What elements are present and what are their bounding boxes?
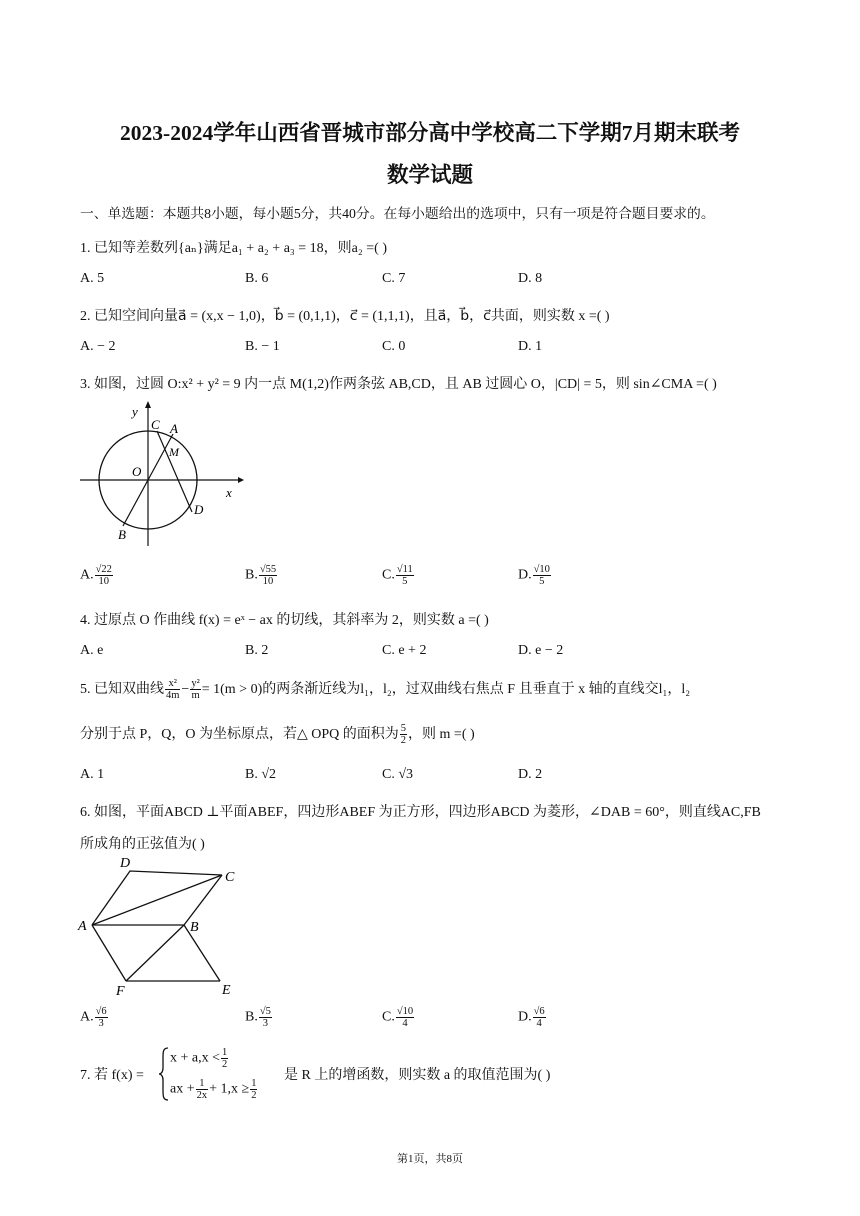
q3-option-b: B. $\frac{√55}{10}$ xyxy=(245,564,277,587)
q1-option-a: A. 5 xyxy=(80,271,105,286)
q4-option-d: D. e − 2 xyxy=(518,643,564,658)
question-1-text: 1. 已知等差数列{aₙ}满足a₁ + a₂ + a₃ = 18，则a₂ =( ) xyxy=(80,241,387,256)
question-4-text: 4. 过原点 O 作曲线 f(x) = eˣ − ax 的切线，其斜率为 2，则实数 a =( ) xyxy=(80,613,489,628)
piecewise-brace xyxy=(158,1046,170,1102)
q6-option-b: B. $\frac{√5}{3}$ xyxy=(245,1006,271,1029)
q2-option-a: A. − 2 xyxy=(80,339,116,354)
question-7-tail: 是 R 上的增函数，则实数 a 的取值范围为( ) xyxy=(284,1068,551,1083)
fig6-label-c: C xyxy=(225,870,235,885)
question-6-line-2: 所成角的正弦值为( ) xyxy=(80,837,205,852)
q3-option-a: A. $\frac{√22}{10}$ xyxy=(80,564,112,587)
fig3-label-m: M xyxy=(169,445,179,459)
fig3-label-c: C xyxy=(151,417,160,432)
page-title: 2023-2024学年山西省晋城市部分高中学校高二下学期7月期末联考 xyxy=(120,121,740,145)
q4-option-c: C. e + 2 xyxy=(382,643,427,658)
rhombus-square-figure xyxy=(76,853,248,999)
page-footer: 第1页，共8页 xyxy=(397,1153,463,1165)
page-subtitle: 数学试题 xyxy=(386,163,473,187)
question-3-text: 3. 如图，过圆 O:x² + y² = 9 内一点 M(1,2)作两条弦 AB,CD，且 AB 过圆心 O，|CD| = 5，则 sin∠CMA =( ) xyxy=(80,377,717,392)
q3-option-c: C. $\frac{√11}{5}$ xyxy=(382,564,413,587)
q2-option-c: C. 0 xyxy=(382,339,406,354)
fig6-label-e: E xyxy=(222,983,231,998)
q7-case-2: ax + $\frac{1}{2x}$ + 1,x ≥ $\frac{1}{2}$ xyxy=(170,1078,257,1101)
q1-option-b: B. 6 xyxy=(245,271,269,286)
question-5-line-1: 5. 已知双曲线 $\frac{\text{x²}}{4m}$ − $\frac{\text{y²}}{m}$ = 1(m > 0)的两条渐近线为l₁，l₂，过双曲线右焦点 F 且垂直于 x 轴的直线交l₁，l₂ xyxy=(80,678,691,702)
q6-option-a: A. $\frac{√6}{3}$ xyxy=(80,1006,107,1029)
q4-option-a: A. e xyxy=(80,643,104,658)
q1-option-c: C. 7 xyxy=(382,271,406,286)
q1-option-d: D. 8 xyxy=(518,271,543,286)
fig3-label-a: A xyxy=(170,421,178,436)
q5-option-b: B. √2 xyxy=(245,767,277,782)
q5-option-c: C. √3 xyxy=(382,767,414,782)
q6-option-c: C. $\frac{√10}{4}$ xyxy=(382,1006,414,1029)
section-header: 一、单选题：本题共8小题，每小题5分，共40分。在每小题给出的选项中，只有一项是符合题目要求的。 xyxy=(80,206,715,221)
fig3-label-d: D xyxy=(194,502,204,517)
fig6-label-f: F xyxy=(116,984,125,999)
question-6-line-1: 6. 如图，平面ABCD ⊥平面ABEF，四边形ABEF 为正方形，四边形ABCD 为菱形，∠DAB = 60°，则直线AC,FB xyxy=(80,805,761,820)
question-5-line-2: 分别于点 P，Q，O 为坐标原点，若△ OPQ 的面积为 $\frac{5}{2}$ ，则 m =( ) xyxy=(80,723,475,747)
q6-option-d: D. $\frac{√6}{4}$ xyxy=(518,1006,545,1029)
q2-option-b: B. − 1 xyxy=(245,339,280,354)
fig3-label-x: x xyxy=(226,485,232,500)
question-2-text: 2. 已知空间向量a⃗ = (x,x − 1,0)，b⃗ = (0,1,1)，c⃗ = (1,1,1)，且a⃗，b⃗，c⃗共面，则实数 x =( ) xyxy=(80,309,610,324)
fig3-label-y: y xyxy=(132,404,138,419)
q4-option-b: B. 2 xyxy=(245,643,269,658)
fig3-label-o: O xyxy=(132,464,142,479)
q3-option-d: D. $\frac{√10}{5}$ xyxy=(518,564,550,587)
circle-chord-figure xyxy=(78,398,248,550)
q7-case-1: x + a,x < $\frac{1}{2}$ xyxy=(170,1047,228,1070)
question-7-lead: 7. 若 f(x) = xyxy=(80,1068,144,1083)
fig3-label-b: B xyxy=(118,527,126,542)
q5-option-a: A. 1 xyxy=(80,767,105,782)
fig6-label-b: B xyxy=(190,920,199,935)
q2-option-d: D. 1 xyxy=(518,339,543,354)
q5-option-d: D. 2 xyxy=(518,767,543,782)
fig6-label-d: D xyxy=(120,856,131,871)
fig6-label-a: A xyxy=(78,919,87,934)
